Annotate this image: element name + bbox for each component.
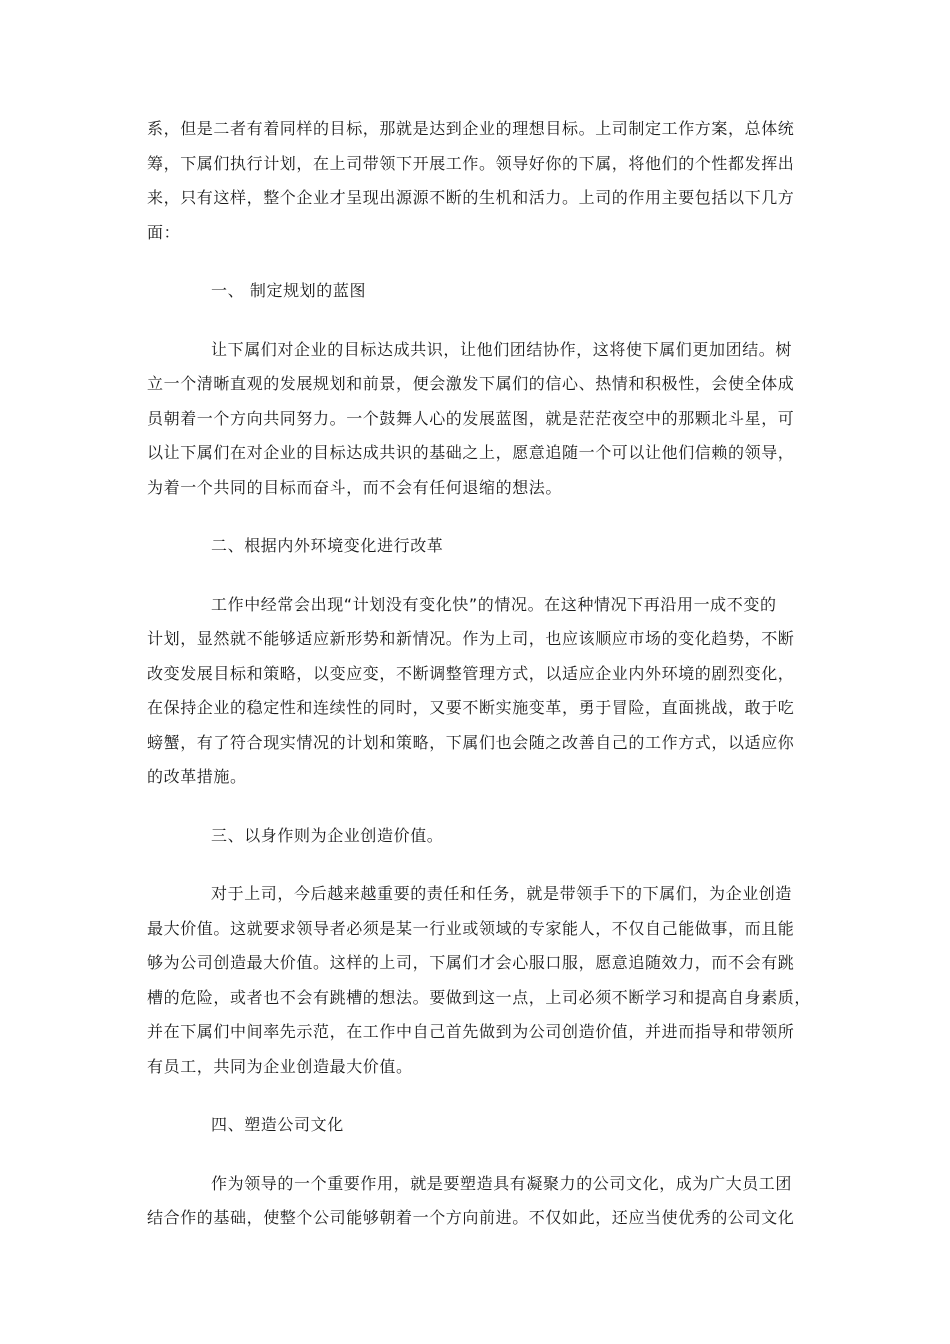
document-page [147,112,812,1260]
text-line: 面： [147,222,181,242]
text-line: 为着一个共同的目标而奋斗，而不会有任何退缩的想法。 [147,477,563,497]
text-line: 的改革措施。 [147,767,247,786]
text-line: 在保持企业的稳定性和连续性的同时，又要不断实施变革，勇于冒险，直面挑战，敢于吃 [147,698,795,717]
section-heading-4: 四、塑造公司文化 [211,1115,344,1134]
paragraph-section-4 [147,1167,803,1236]
section-heading-3: 三、以身作则为企业创造价值。 [211,825,444,845]
text-line: 让下属们对企业的目标达成共识，让他们团结协作，这将使下属们更加团结。树 [211,339,793,359]
text-line: 工作中经常会出现“计划没有变化快”的情况。在这种情况下再沿用一成不变的 [211,594,777,614]
text-line: 立一个清晰直观的发展规划和前景，便会激发下属们的信心、热情和积极性，会使全体成 [147,374,795,393]
text-line: 来，只有这样，整个企业才呈现出源源不断的生机和活力。上司的作用主要包括以下几方 [147,188,795,207]
section-heading-1: 一、 制定规划的蓝图 [211,281,367,300]
paragraph-section-2 [147,588,803,795]
text-line: 作为领导的一个重要作用，就是要塑造具有凝聚力的公司文化，成为广大员工团 [211,1173,793,1193]
text-line: 计划，显然就不能够适应新形势和新情况。作为上司，也应该顺应市场的变化趋势，不断 [147,629,795,648]
text-line: 结合作的基础，使整个公司能够朝着一个方向前进。不仅如此，还应当使优秀的公司文化 [147,1208,795,1227]
text-line: 员朝着一个方向共同努力。一个鼓舞人心的发展蓝图，就是茫茫夜空中的那颗北斗星，可 [147,408,795,428]
text-line: 够为公司创造最大价值。这样的上司，下属们才会心服口服，愿意追随效力，而不会有跳 [147,953,795,972]
text-line: 筹，下属们执行计划，在上司带领下开展工作。领导好你的下属，将他们的个性都发挥出 [147,153,795,173]
paragraph-section-3 [147,877,812,1084]
text-line: 有员工，共同为企业创造最大价值。 [147,1056,413,1076]
text-line: 系，但是二者有着同样的目标，那就是达到企业的理想目标。上司制定工作方案，总体统 [147,119,795,138]
paragraph-section-1 [147,333,803,506]
text-line: 改变发展目标和策略，以变应变，不断调整管理方式，以适应企业内外环境的剧烈变化， [147,663,795,683]
section-heading-2: 二、根据内外环境变化进行改革 [211,536,444,555]
text-line: 以让下属们在对企业的目标达成共识的基础之上，愿意追随一个可以让他们信赖的领导， [147,443,795,462]
paragraph-intro [147,112,803,250]
text-line: 最大价值。这就要求领导者必须是某一行业或领域的专家能人，不仅自己能做事，而且能 [147,918,795,938]
text-line: 槽的危险，或者也不会有跳槽的想法。要做到这一点，上司必须不断学习和提高自身素质， [147,987,812,1007]
text-line: 螃蟹，有了符合现实情况的计划和策略，下属们也会随之改善自己的工作方式，以适应你 [147,732,795,752]
text-line: 对于上司，今后越来越重要的责任和任务，就是带领手下的下属们，为企业创造 [211,884,793,903]
text-line: 并在下属们中间率先示范，在工作中自己首先做到为公司创造价值，并进而指导和带领所 [147,1022,795,1041]
